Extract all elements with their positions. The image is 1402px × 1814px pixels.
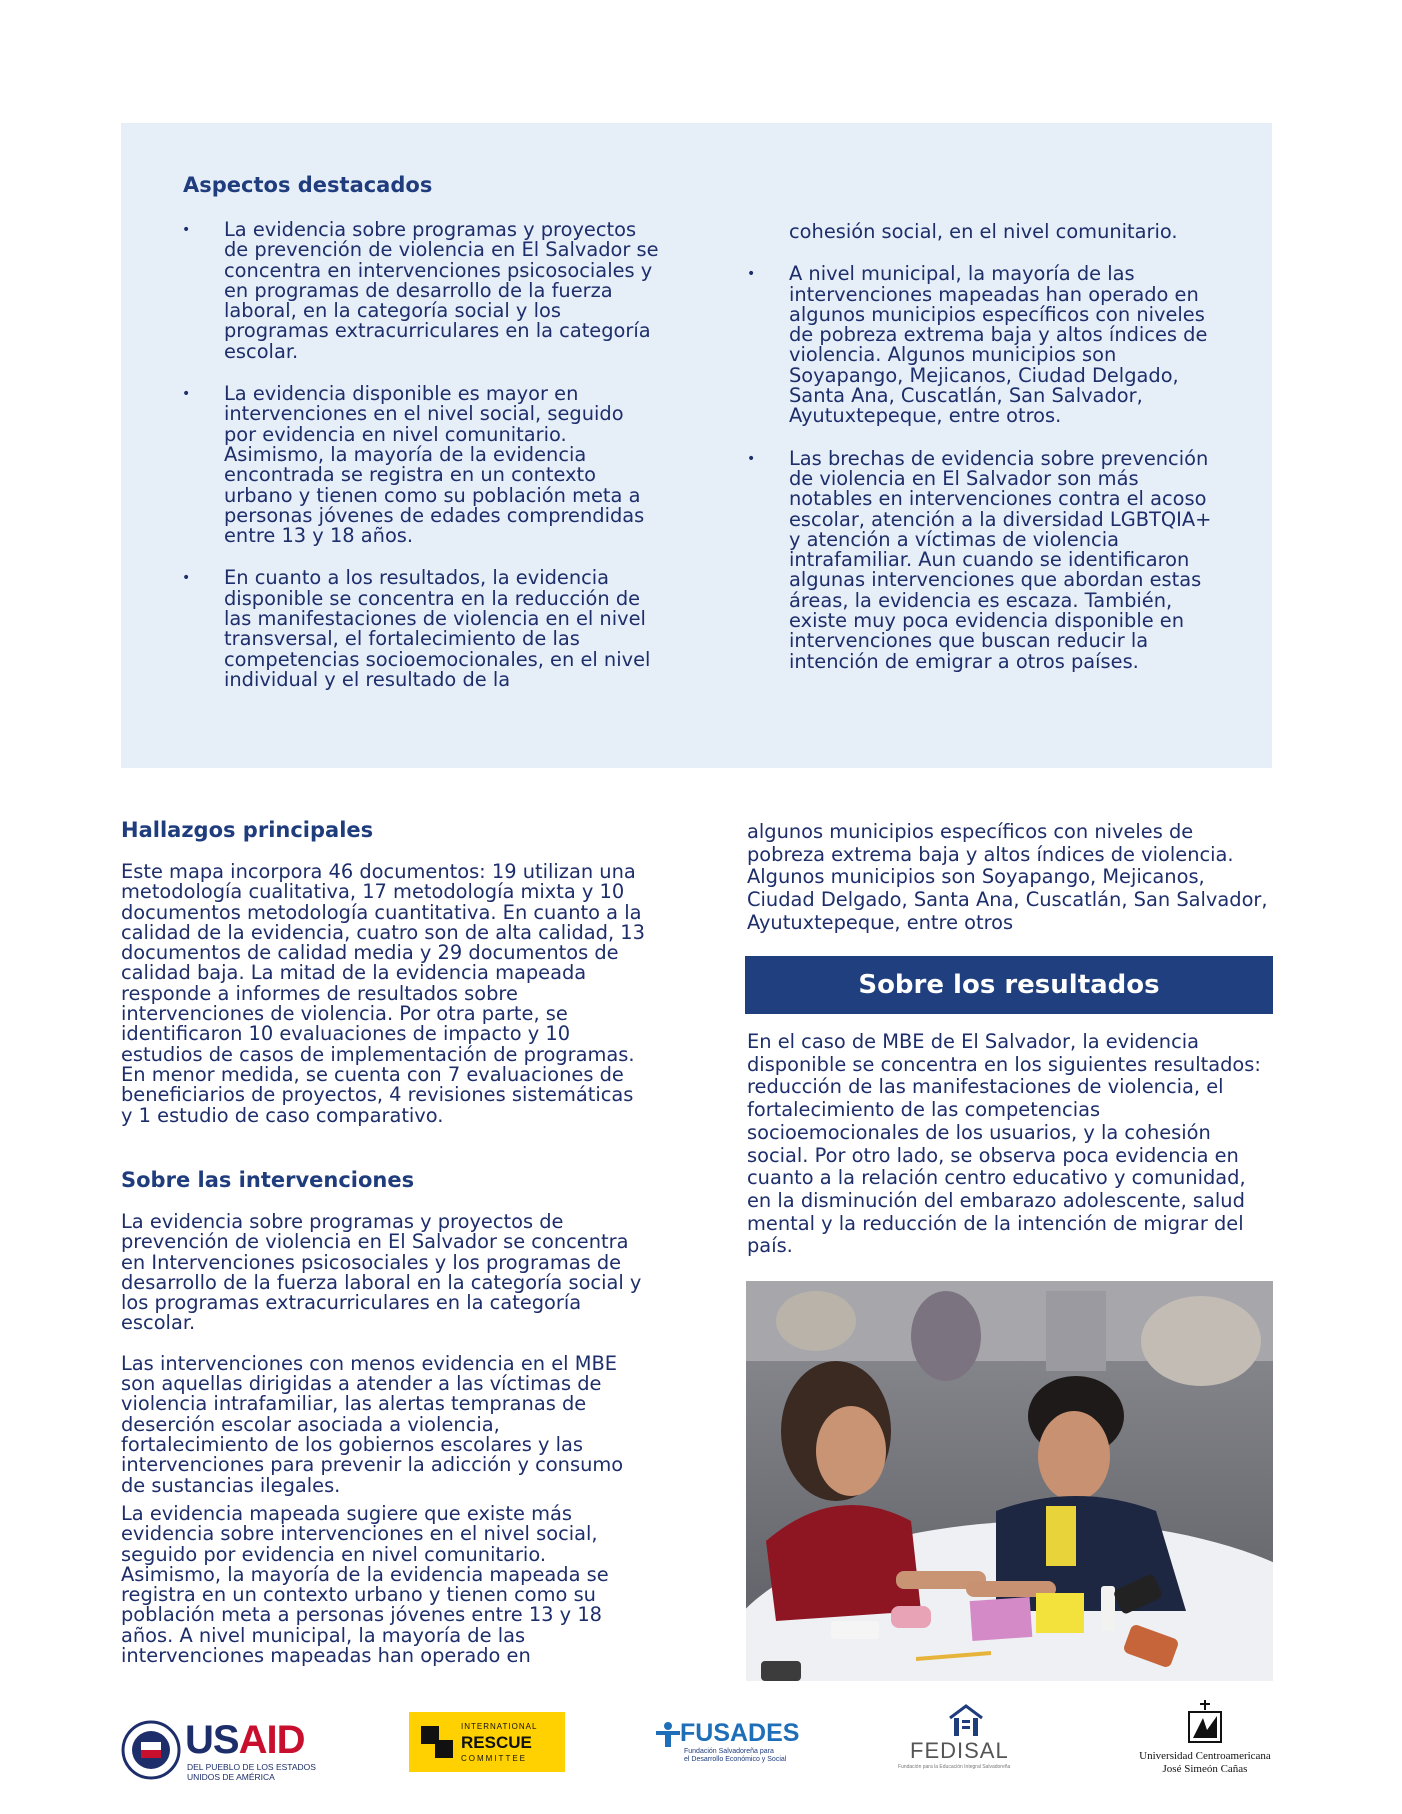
highlight-item: • La evidencia disponible es mayor en intervenciones en el nivel social, seguido por evidencia en nivel comunitario. Asimismo, la mayoría de la evidencia encontrada se registra en un contexto urbano y tienen como su población meta a personas jóvenes de edades comprendidas entre 13 y 18 años. bbox=[182, 384, 660, 546]
irc-mark-icon bbox=[417, 1722, 457, 1762]
usaid-subtitle-2: UNIDOS DE AMÉRICA bbox=[187, 1772, 275, 1782]
interventions-continuation bbox=[747, 821, 1277, 935]
usaid-subtitle-1: DEL PUEBLO DE LOS ESTADOS bbox=[187, 1762, 316, 1772]
findings-heading: Hallazgos principales bbox=[121, 818, 374, 842]
highlight-item: • Las brechas de evidencia sobre prevención de violencia en El Salvador son más notables en intervenciones contra el acoso escolar, atención a la diversidad LGBTQIA+ y atención a víctimas de violencia intrafamiliar. Aun cuando se identificaron algunas intervenciones que abordan estas áreas, la evidencia es escaza. También, existe muy poca evidencia disponible en intervenciones que buscan reducir la intención de emigrar a otros países. bbox=[747, 449, 1225, 672]
highlights-right-list bbox=[747, 222, 1225, 672]
fedisal-subtitle: Fundación para la Educación Integral Salvadoreña bbox=[898, 1764, 1011, 1770]
results-paragraph: En el caso de MBE de El Salvador, la evidencia disponible se concentra en los siguientes resultados: reducción de las manifestaciones de violencia, el fortalecimiento de las competencias socioemocionales de los usuarios, y la cohesión social. Por otro lado, se observa poca evidencia en cuanto a la relación centro educativo y comunidad, en la disminución del embarazo adolescente, salud mental y la reducción de la intención de migrar del país. bbox=[747, 1030, 1261, 1258]
fusades-subtitle-1: Fundación Salvadoreña para bbox=[684, 1748, 774, 1755]
uca-line-2: José Simeón Cañas bbox=[1162, 1763, 1248, 1775]
interventions-paragraph-1: La evidencia sobre programas y proyectos de prevención de violencia en El Salvador se concentra en Intervenciones psicosociales y los programas de desarrollo de la fuerza laboral en la categoría social y los programas extracurriculares en la categoría escolar. bbox=[121, 1210, 642, 1335]
usaid-wordmark: USAID bbox=[185, 1718, 305, 1762]
findings-text bbox=[121, 862, 651, 1126]
partner-logos bbox=[0, 1700, 1402, 1814]
interventions-paragraph-2: Las intervenciones con menos evidencia en el MBE son aquellas dirigidas a atender a las víctimas de violencia intrafamiliar, las alertas tempranas de deserción escolar asociada a violencia, fortalecimiento de los gobiernos escolares y las intervenciones para prevenir la adicción y consumo de sustancias ilegales. bbox=[121, 1351, 624, 1497]
fusades-subtitle-2: el Desarrollo Económico y Social bbox=[684, 1756, 787, 1763]
interventions-text-cont bbox=[121, 1504, 651, 1666]
fusades-mark-icon bbox=[656, 1720, 680, 1748]
results-heading: Sobre los resultados bbox=[858, 970, 1160, 1000]
uca-line-1: Universidad Centroamericana bbox=[1139, 1750, 1271, 1762]
irc-line-2: RESCUE bbox=[461, 1733, 532, 1752]
highlight-item: • En cuanto a los resultados, la evidencia disponible se concentra en la reducción de las manifestaciones de violencia en el nivel transversal, el fortalecimiento de las competencias socioemocionales, en el nivel individual y el resultado de la bbox=[182, 568, 660, 690]
irc-logo bbox=[409, 1712, 565, 1772]
usaid-seal-icon bbox=[121, 1720, 181, 1780]
interventions-heading: Sobre las intervenciones bbox=[121, 1168, 415, 1192]
highlight-item-continuation: cohesión social, en el nivel comunitario. bbox=[789, 220, 1178, 243]
highlight-item: • A nivel municipal, la mayoría de las intervenciones mapeadas han operado en algunos municipios específicos con niveles de pobreza extrema baja y altos índices de violencia. Algunos municipios son Soyapango, Mejicanos, Ciudad Delgado, Santa Ana, Cuscatlán, San Salvador, Ayutuxtepeque, entre otros. bbox=[747, 264, 1225, 426]
usaid-logo bbox=[121, 1712, 321, 1787]
findings-paragraph: Este mapa incorpora 46 documentos: 19 utilizan una metodología cualitativa, 17 metodología mixta y 10 documentos metodología cuantitativa. En cuanto a la calidad de la evidencia, cuatro son de alta calidad, 13 documentos de calidad media y 29 documentos de calidad baja. La mitad de la evidencia mapeada responde a informes de resultados sobre intervenciones de violencia. Por otra parte, se identificaron 10 evaluaciones de impacto y 10 estudios de casos de implementación de programas. En menor medida, se cuenta con 7 evaluaciones de beneficiarios de proyectos, 4 revisiones sistemáticas y 1 estudio de caso comparativo. bbox=[121, 860, 645, 1127]
fedisal-mark-icon bbox=[946, 1704, 986, 1738]
irc-line-3: COMMITTEE bbox=[461, 1754, 527, 1763]
uca-emblem-icon bbox=[1187, 1700, 1223, 1744]
results-text bbox=[747, 1031, 1272, 1258]
irc-line-1: INTERNATIONAL bbox=[461, 1722, 538, 1731]
fedisal-wordmark: FEDISAL bbox=[910, 1738, 1009, 1763]
fusades-wordmark: FUSADES bbox=[680, 1719, 800, 1747]
highlights-left-list bbox=[182, 220, 660, 690]
fusades-logo bbox=[656, 1720, 806, 1770]
interventions-paragraph-3: La evidencia mapeada sugiere que existe más evidencia sobre intervenciones en el nivel social, seguido por evidencia en nivel comunitario. Asimismo, la mayoría de la evidencia mapeada se registra en un contexto urbano y tienen como su población meta a personas jóvenes entre 13 y 18 años. A nivel municipal, la mayoría de las intervenciones mapeadas han operado en bbox=[121, 1502, 609, 1668]
uca-logo bbox=[1125, 1700, 1285, 1780]
interventions-text bbox=[121, 1212, 651, 1496]
highlight-item: • La evidencia sobre programas y proyectos de prevención de violencia en El Salvador se concentra en intervenciones psicosociales y en programas de desarrollo de la fuerza laboral, en la categoría social y los programas extracurriculares en la categoría escolar. bbox=[182, 220, 660, 362]
results-banner bbox=[745, 956, 1273, 1014]
fedisal-logo bbox=[898, 1704, 1038, 1772]
highlights-title: Aspectos destacados bbox=[183, 173, 433, 197]
interventions-paragraph-continued: algunos municipios específicos con niveles de pobreza extrema baja y altos índices de violencia. Algunos municipios son Soyapango, Mejicanos, Ciudad Delgado, Santa Ana, Cuscatlán, San Salvador, Ayutuxtepeque, entre otros bbox=[747, 820, 1268, 934]
workshop-photo bbox=[746, 1281, 1273, 1681]
